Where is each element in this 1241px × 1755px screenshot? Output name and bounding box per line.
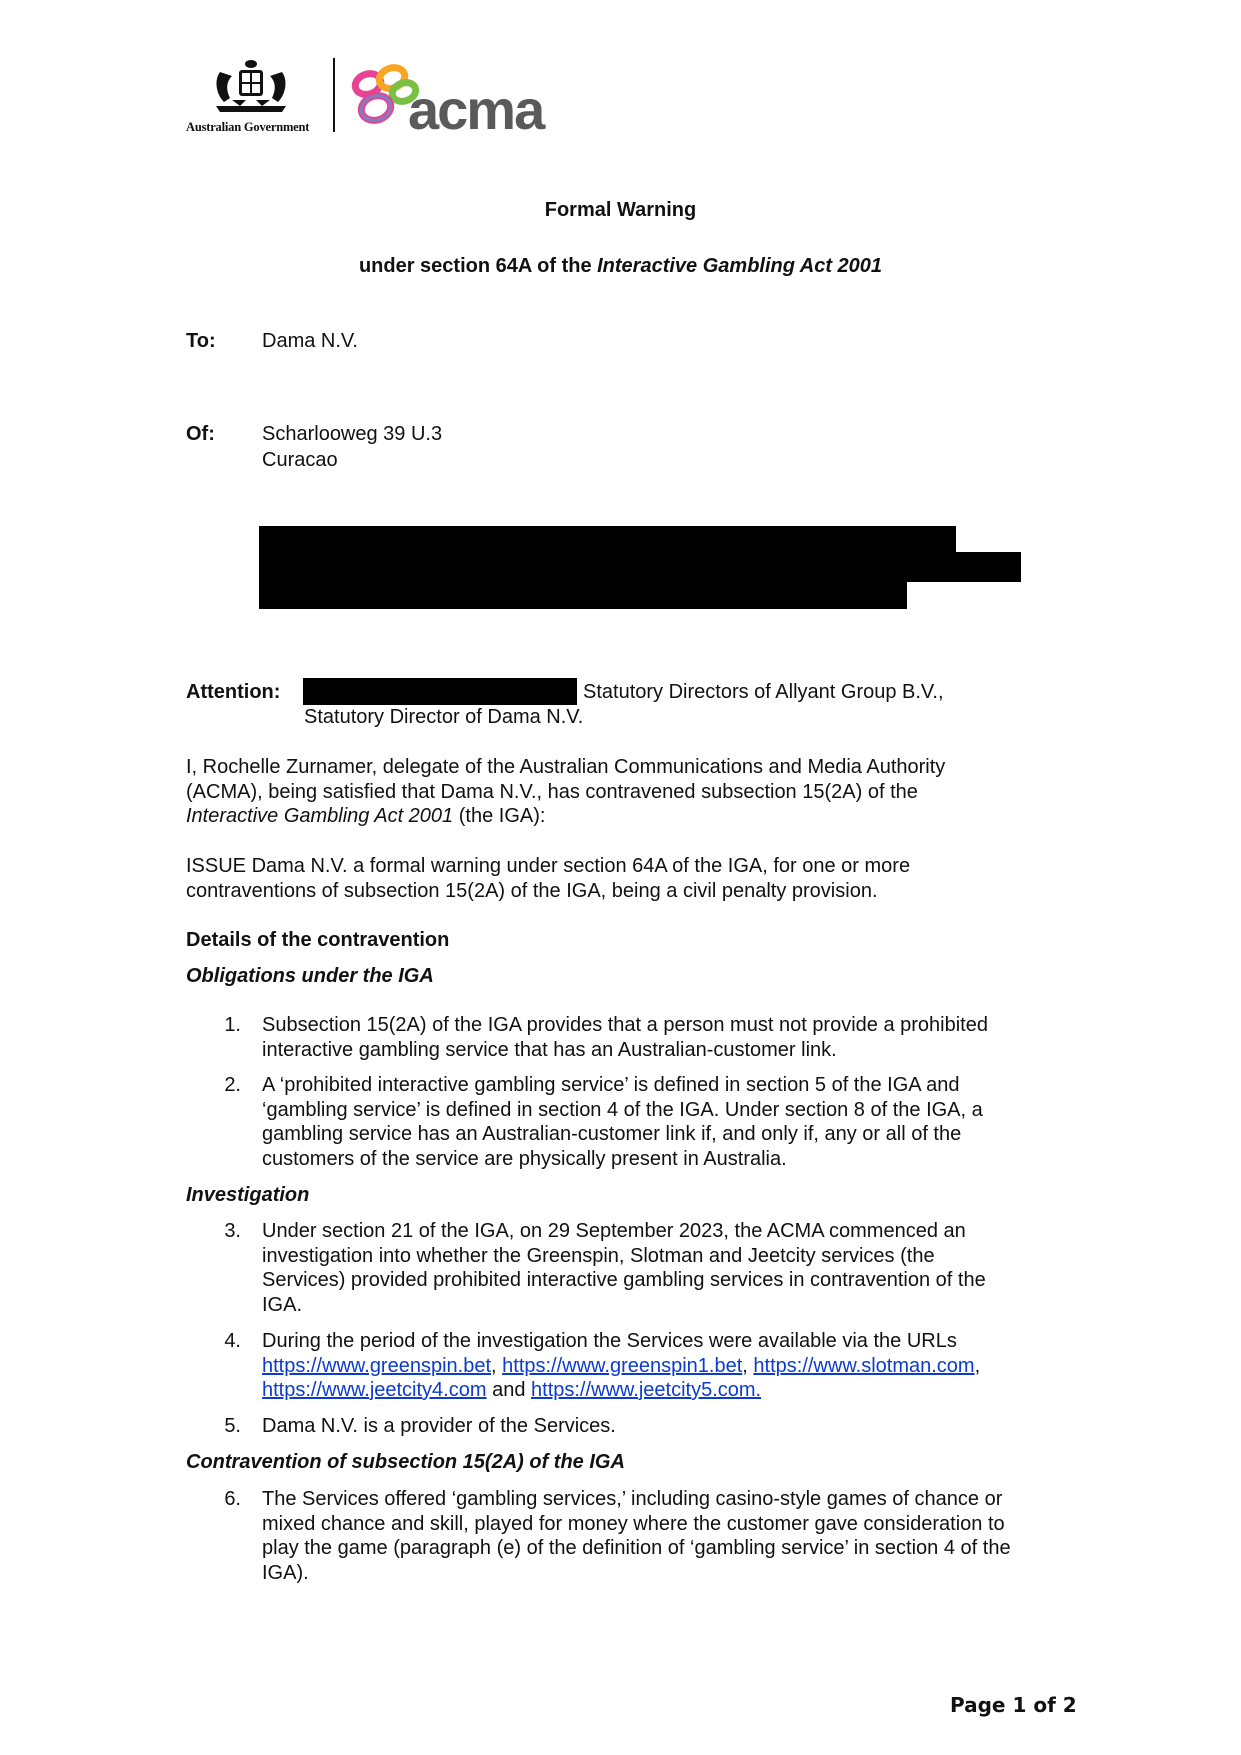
subtitle-prefix: under section 64A of the [358,255,598,277]
coat-of-arms-icon [210,56,292,114]
paragraph-4 [262,1329,1062,1403]
paragraph-number: 5. [224,1415,241,1437]
url-line-1 [262,1354,1062,1379]
intro-line-1: I, Rochelle Zurnamer, delegate of the Australian Communications and Media Authority [186,756,946,778]
paragraph-line: The Services offered ‘gambling services,’ including casino-style games of chance or [262,1488,1003,1510]
redaction-block [259,526,956,552]
section-heading-investigation: Investigation [186,1184,310,1206]
paragraph-line: Under section 21 of the IGA, on 29 September 2023, the ACMA commenced an [262,1220,966,1242]
intro-act-name: Interactive Gambling Act 2001 [186,805,454,827]
url-link-slotman[interactable]: https://www.slotman.com [753,1354,975,1377]
logo-divider [333,58,335,132]
paragraph-line: investigation into whether the Greenspin, Slotman and Jeetcity services (the [262,1244,935,1267]
attention-line-2: Statutory Director of Dama N.V. [304,706,584,728]
section-heading-obligations: Obligations under the IGA [186,965,434,987]
url-link-greenspin1[interactable]: https://www.greenspin1.bet [502,1354,743,1377]
australian-government-logo [186,56,316,138]
document-subtitle [0,254,1241,279]
paragraph-2 [262,1073,1062,1171]
document-title: Formal Warning [544,199,697,221]
paragraph-line: ‘gambling service’ is defined in section 4 of the IGA. Under section 8 of the IGA, a [262,1098,983,1121]
attention-label: Attention: [186,681,281,703]
redaction-block [259,582,907,609]
url-line-2 [262,1378,1062,1403]
subtitle-act-name: Interactive Gambling Act 2001 [597,255,883,277]
conjunction: and [486,1379,532,1401]
paragraph-number: 3. [224,1220,241,1242]
paragraph-line: play the game (paragraph (e) of the definition of ‘gambling service’ in section 4 of the [262,1537,1011,1559]
address-line-2: Curacao [262,449,338,471]
address-line-1: Scharlooweg 39 U.3 [262,423,443,445]
paragraph-number: 2. [224,1074,241,1096]
attention-line-1: Statutory Directors of Allyant Group B.V., [583,681,944,703]
section-heading-contravention: Contravention of subsection 15(2A) of the IGA [186,1451,625,1473]
separator: , [491,1354,503,1377]
redaction-block [259,552,1021,582]
url-link-greenspin[interactable]: https://www.greenspin.bet [262,1354,492,1377]
paragraph-line: Dama N.V. is a provider of the Services. [262,1415,616,1437]
government-logo-text: Australian Government [186,120,310,134]
paragraph-line: IGA). [262,1561,309,1584]
url-link-jeetcity5[interactable]: https://www.jeetcity5.com. [531,1379,762,1401]
paragraph-line: During the period of the investigation the Services were available via the URLs [262,1330,957,1352]
paragraph-number: 6. [224,1488,241,1510]
to-value: Dama N.V. [262,330,358,352]
section-heading-details: Details of the contravention [186,929,450,951]
paragraph-line: Services) provided prohibited interactive gambling services in contravention of the [262,1269,986,1291]
paragraph-line: A ‘prohibited interactive gambling service’ is defined in section 5 of the IGA and [262,1074,960,1096]
paragraph-line: customers of the service are physically present in Australia. [262,1147,787,1170]
paragraph-line: gambling service has an Australian-customer link if, and only if, any or all of the [262,1123,962,1145]
separator: , [742,1354,754,1377]
to-label: To: [186,330,216,352]
url-link-jeetcity4[interactable]: https://www.jeetcity4.com [262,1379,487,1401]
paragraph-line: mixed chance and skill, played for money where the customer gave consideration to [262,1512,1005,1535]
paragraph-line: Subsection 15(2A) of the IGA provides that a person must not provide a prohibited [262,1014,988,1036]
intro-line-3 [186,804,545,829]
issue-line-1: ISSUE Dama N.V. a formal warning under section 64A of the IGA, for one or more [186,855,911,877]
paragraph-line: interactive gambling service that has an Australian-customer link. [262,1038,837,1061]
intro-line-2: (ACMA), being satisfied that Dama N.V., has contravened subsection 15(2A) of the [186,781,918,803]
issue-line-2: contraventions of subsection 15(2A) of the IGA, being a civil penalty provision. [186,880,878,902]
paragraph-6 [262,1487,1062,1585]
of-label: Of: [186,423,215,445]
paragraph-5 [262,1414,1062,1439]
paragraph-number: 4. [224,1330,241,1352]
acma-logo-text: acma [408,78,544,141]
intro-line-3-rest: (the IGA): [453,805,546,827]
paragraph-1 [262,1013,1062,1062]
paragraph-number: 1. [224,1014,241,1036]
redaction-block [303,678,577,705]
separator: , [974,1354,981,1377]
paragraph-line: IGA. [262,1293,303,1316]
paragraph-3 [262,1219,1062,1317]
page-number: Page 1 of 2 [950,1693,1077,1717]
acma-logo [346,62,568,141]
